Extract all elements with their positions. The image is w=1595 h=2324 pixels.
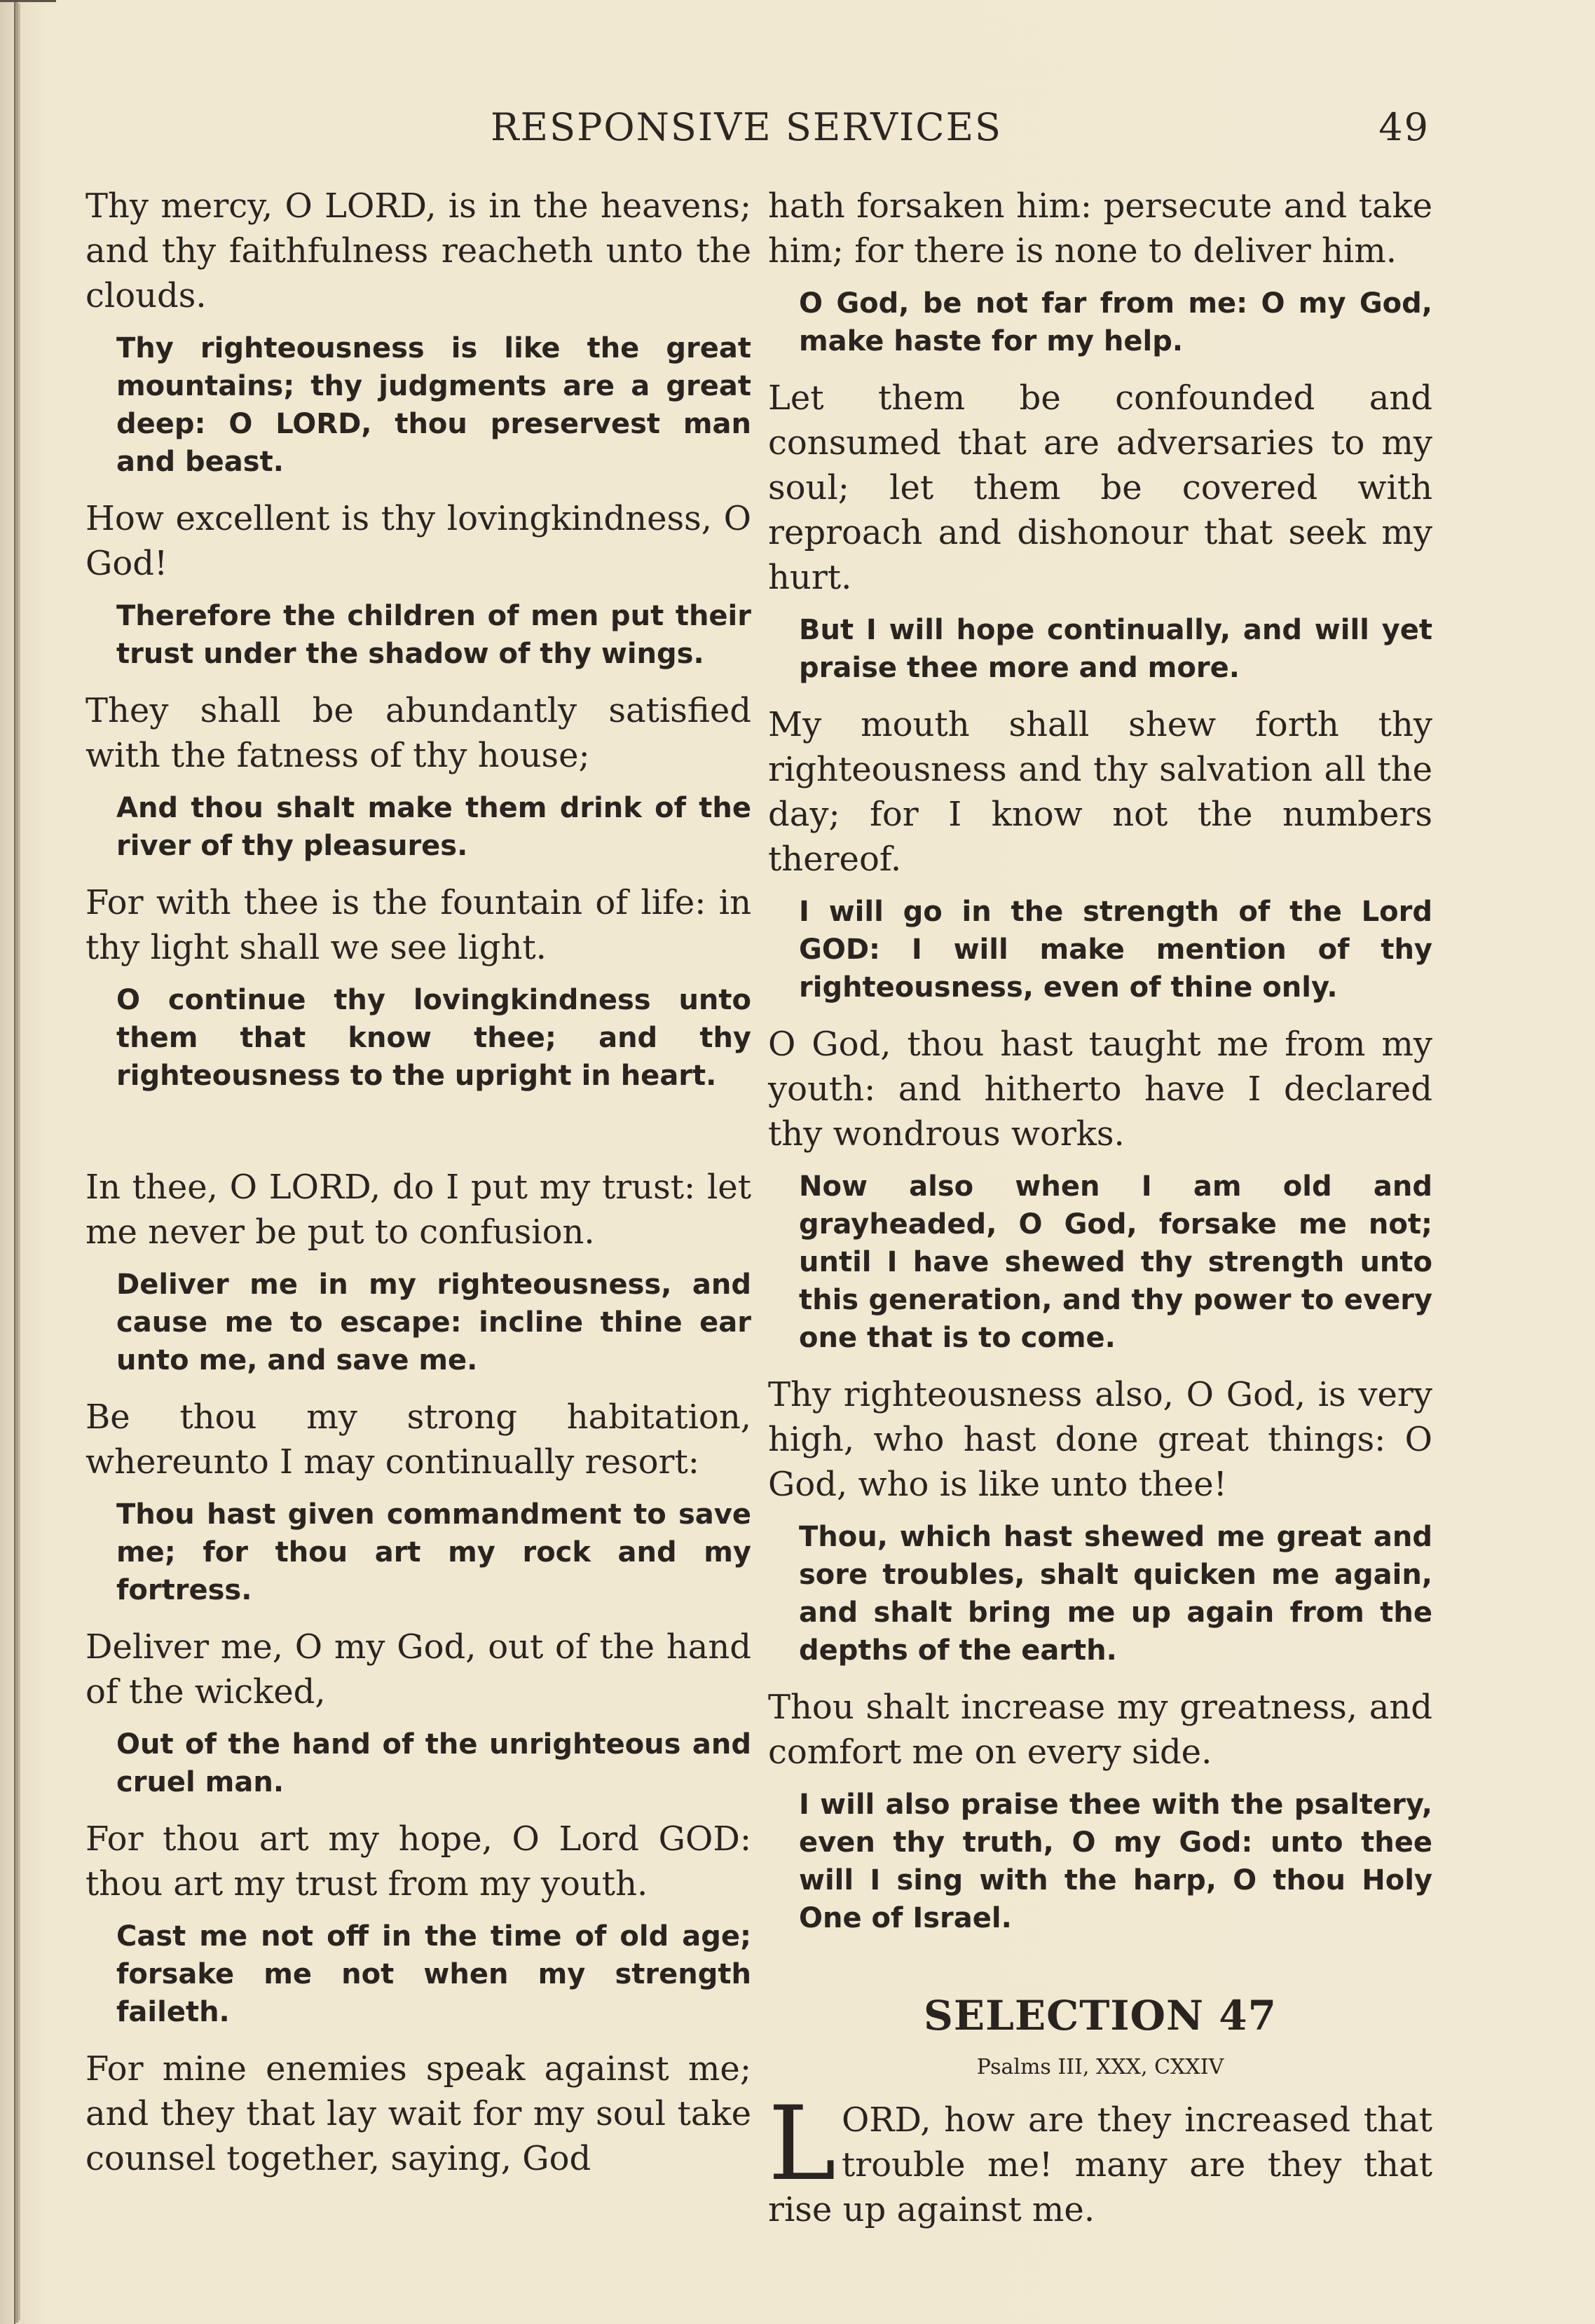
- left-column: [85, 184, 751, 2192]
- verse: How excellent is thy lovingkindness, O God!: [85, 499, 751, 583]
- response: Thou hast given commandment to save me; for thou art my rock and my fortress.: [116, 1498, 751, 1606]
- verse: My mouth shall shew forth thy righteousness and thy salvation all the day; for I know not the numbers thereof.: [768, 705, 1432, 879]
- response: Cast me not off in the time of old age; forsake me not when my strength faileth.: [116, 1920, 751, 2028]
- response: But I will hope continually, and will yet praise thee more and more.: [799, 614, 1432, 684]
- response: Out of the hand of the unrighteous and cruel man.: [116, 1728, 751, 1798]
- section-gap: [85, 1110, 751, 1165]
- response: O continue thy lovingkindness unto them that know thee; and thy righteousness to the upright in heart.: [116, 984, 751, 1092]
- verse: Thou shalt increase my greatness, and comfort me on every side.: [768, 1688, 1432, 1772]
- selection-subtitle: Psalms III, XXX, CXXIV: [976, 2055, 1224, 2079]
- verse: Thy righteousness also, O God, is very high, who hast done great things: O God, who is like unto thee!: [768, 1375, 1432, 1504]
- verse: For mine enemies speak against me; and they that lay wait for my soul take counsel together, saying, God: [85, 2049, 751, 2178]
- right-column: [768, 184, 1432, 2243]
- verse: hath forsaken him: persecute and take him; for there is none to deliver him.: [768, 186, 1432, 271]
- verse: For with thee is the fountain of life: in thy light shall we see light.: [85, 883, 751, 967]
- running-title: RESPONSIVE SERVICES: [491, 105, 1003, 149]
- first-verse-text: ORD, how are they increased that trouble me! many are they that rise up against me.: [768, 2100, 1432, 2229]
- page-number: 49: [1378, 105, 1430, 149]
- response: Deliver me in my righteousness, and cause me to escape: incline thine ear unto me, and save me.: [116, 1269, 751, 1376]
- verse: They shall be abundantly satisfied with the fatness of thy house;: [85, 691, 751, 775]
- running-header: [84, 105, 1430, 154]
- response: Thy righteousness is like the great mountains; thy judgments are a great deep: O LORD, thou preservest man and beast.: [116, 332, 751, 478]
- verse: For thou art my hope, O Lord GOD: thou art my trust from my youth.: [85, 1819, 751, 1903]
- response: O God, be not far from me: O my God, make haste for my help.: [799, 287, 1432, 357]
- drop-cap: L: [768, 2084, 836, 2203]
- response: And thou shalt make them drink of the river of thy pleasures.: [116, 792, 751, 862]
- response: Therefore the children of men put their trust under the shadow of thy wings.: [116, 600, 751, 670]
- page-binding-edge: [0, 0, 15, 2324]
- verse: In thee, O LORD, do I put my trust: let me never be put to confusion.: [85, 1168, 751, 1252]
- response: I will also praise thee with the psaltery, even thy truth, O my God: unto thee will I sing with the harp, O thou Holy One of Israel.: [799, 1789, 1432, 1934]
- selection-title: SELECTION 47: [924, 1992, 1277, 2039]
- verse: Deliver me, O my God, out of the hand of the wicked,: [85, 1627, 751, 1711]
- verse: O God, thou hast taught me from my youth: and hitherto have I declared thy wondrous works.: [768, 1025, 1432, 1154]
- response: Thou, which hast shewed me great and sore troubles, shalt quicken me again, and shalt bring me up again from the depths of the earth.: [799, 1521, 1432, 1667]
- response: Now also when I am old and grayheaded, O God, forsake me not; until I have shewed thy strength unto this generation, and thy power to every one that is to come.: [799, 1170, 1432, 1354]
- selection-first-verse: [768, 2084, 1432, 2232]
- response: I will go in the strength of the Lord GOD: I will make mention of thy righteousness, even of thine only.: [799, 896, 1432, 1004]
- verse: Let them be confounded and consumed that are adversaries to my soul; let them be covered with reproach and dishonour that seek my hurt.: [768, 378, 1432, 597]
- verse: Be thou my strong habitation, whereunto I may continually resort:: [85, 1397, 751, 1482]
- verse: Thy mercy, O LORD, is in the heavens; and thy faithfulness reacheth unto the clouds.: [85, 186, 751, 315]
- top-rule: [0, 0, 56, 2]
